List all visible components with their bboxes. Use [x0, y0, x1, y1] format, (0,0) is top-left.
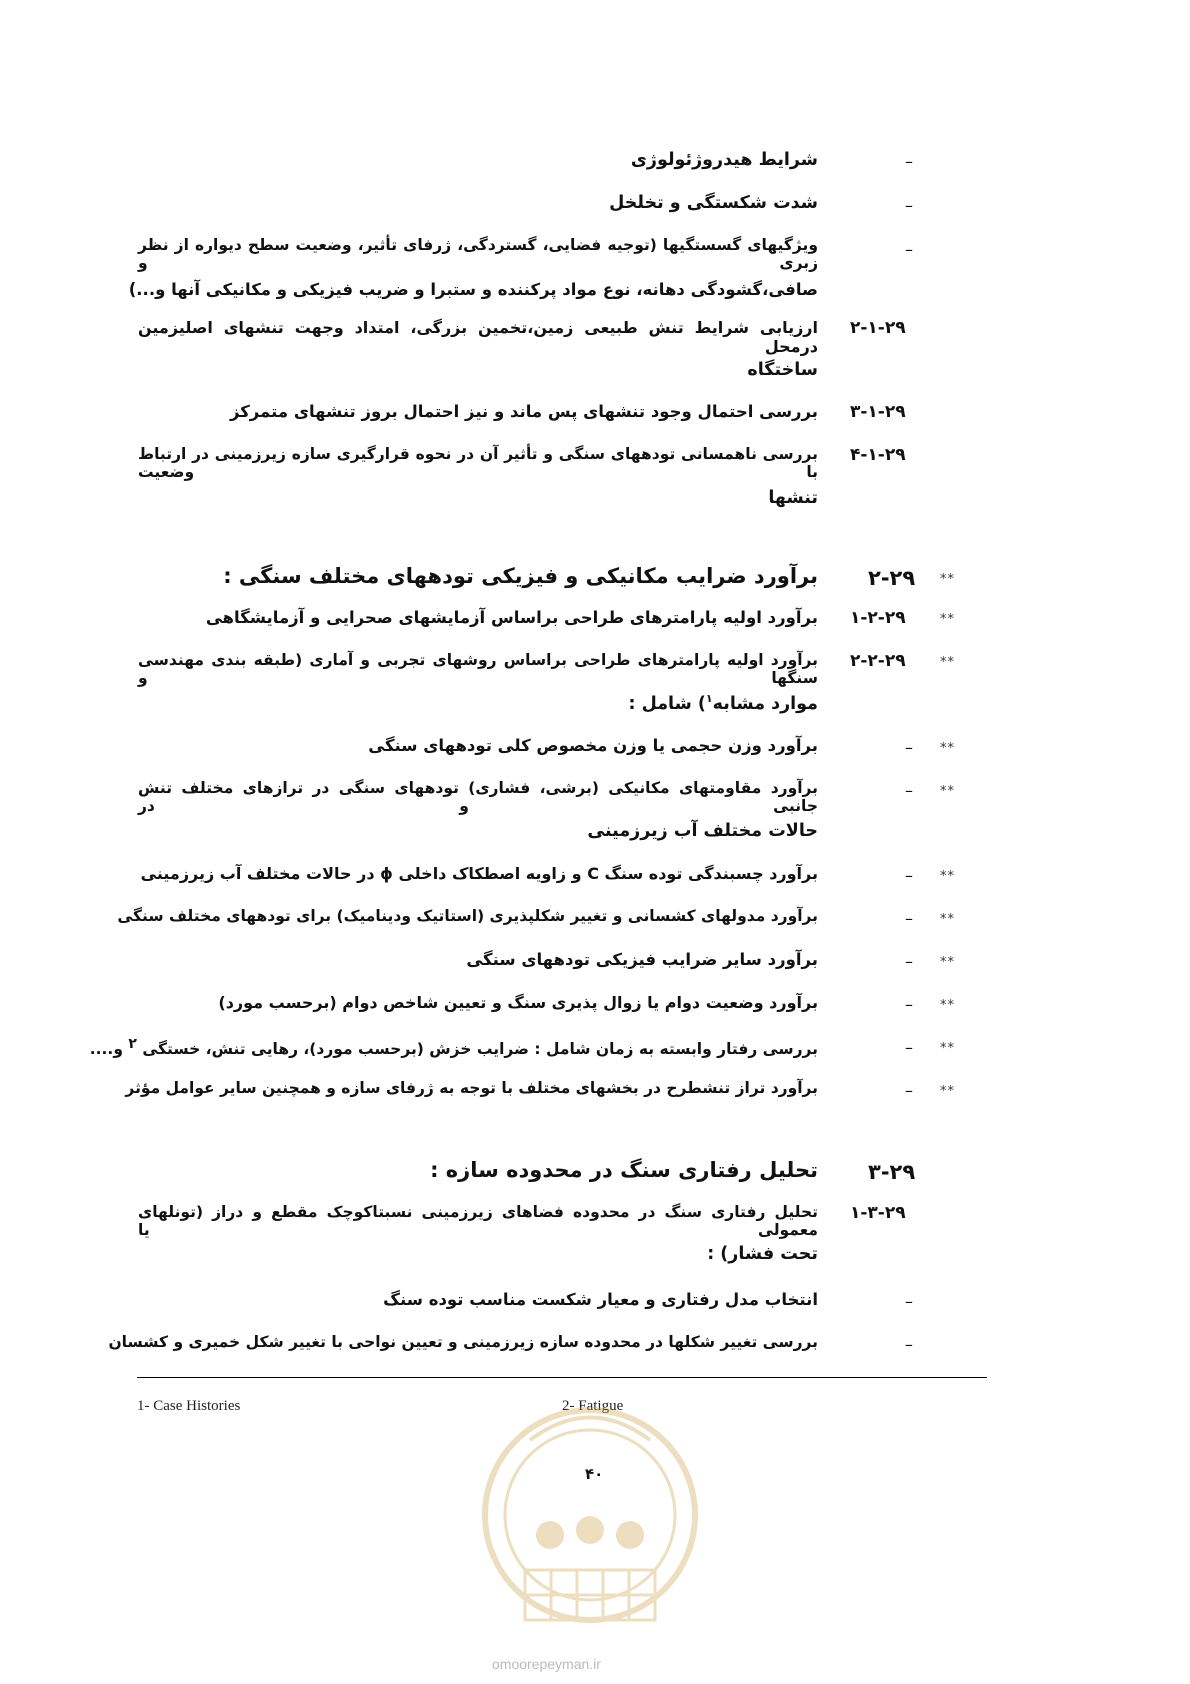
- bullet-dash: –: [905, 952, 913, 971]
- item-text-part: ) شامل :: [628, 693, 706, 714]
- bullet-dash: –: [905, 866, 913, 885]
- footnote-1: 1- Case Histories: [137, 1398, 241, 1414]
- bullet-text: برآورد تراز تنشطرح در بخشهای مختلف با توجه به ژرفای سازه و همچنین سایر عوامل مؤثر: [125, 1079, 818, 1097]
- starred-marker: **: [940, 612, 955, 627]
- bullet-dash: –: [905, 1335, 913, 1354]
- item-number: ۱-۲-۲۹: [850, 608, 906, 628]
- bullet-text-part: و....: [89, 1040, 123, 1059]
- item-text-continuation: ساختگاه: [747, 360, 818, 380]
- item-text-continuation: تنشها: [768, 488, 818, 508]
- seal-watermark-icon: [475, 1385, 705, 1645]
- bullet-dash: –: [905, 995, 913, 1014]
- bullet-text: برآورد سایر ضرایب فیزیکی تودههای سنگی: [466, 950, 818, 969]
- item-number: ۲-۱-۲۹: [850, 318, 906, 338]
- item-text-continuation: [629, 692, 819, 714]
- watermark-url: omoorepeyman.ir: [492, 1656, 601, 1672]
- item-number: ۳-۱-۲۹: [850, 402, 906, 422]
- page-number: ۴۰: [585, 1465, 604, 1483]
- bullet-text-part: بررسی رفتار وابسته به زمان شامل : ضرایب خزش (برحسب مورد)، رهایی تنش، خستگی: [142, 1040, 818, 1059]
- bullet-text: بررسی تغییر شکلها در محدوده سازه زیرزمینی و تعیین نواحی با تغییر شکل خمیری و کشسان: [108, 1333, 818, 1351]
- bullet-dash: –: [905, 1081, 913, 1100]
- item-text-continuation: تحت فشار) :: [707, 1244, 818, 1264]
- footnote-ref: ۲: [128, 1036, 137, 1052]
- starred-marker: **: [940, 955, 955, 970]
- section-title: تحلیل رفتاری سنگ در محدوده سازه :: [430, 1158, 818, 1182]
- item-text: تحلیل رفتاری سنگ در محدوده فضاهای زیرزمینی نسبتاکوچک مقطع و دراز (تونلهای معمولی یا: [138, 1203, 818, 1239]
- section-number: ۲-۲۹: [868, 566, 916, 590]
- bullet-dash: –: [905, 240, 913, 259]
- starred-marker: **: [940, 1084, 955, 1099]
- bullet-text: برآورد وضعیت دوام یا زوال پذیری سنگ و تعیین شاخص دوام (برحسب مورد): [218, 993, 818, 1012]
- item-text: برآورد اولیه پارامترهای طراحی براساس روشهای تجربی و آماری (طبقه بندی مهندسی سنگها و: [138, 651, 818, 687]
- starred-marker: **: [940, 998, 955, 1013]
- footnote-rule: [137, 1377, 987, 1378]
- starred-marker: **: [940, 655, 955, 670]
- bullet-text: شرایط هیدروژئولوژی: [630, 150, 818, 170]
- bullet-dash: –: [905, 781, 913, 800]
- footnote-ref: ۱: [705, 692, 713, 705]
- section-title: برآورد ضرایب مکانیکی و فیزیکی تودههای مختلف سنگی :: [223, 564, 818, 588]
- bullet-text: برآورد مدولهای کشسانی و تغییر شکلپذیری (استاتیک ودینامیک) برای تودههای مختلف سنگی: [117, 907, 818, 925]
- starred-marker: **: [940, 784, 955, 799]
- item-text-part: موارد مشابه: [712, 693, 818, 714]
- bullet-text: شدت شکستگی و تخلخل: [609, 193, 818, 213]
- item-number: ۲-۲-۲۹: [850, 651, 906, 671]
- item-number: ۴-۱-۲۹: [850, 445, 906, 465]
- section-number: ۳-۲۹: [868, 1160, 916, 1184]
- bullet-dash: –: [905, 1038, 913, 1057]
- starred-marker: **: [940, 741, 955, 756]
- starred-marker: **: [940, 1041, 955, 1056]
- bullet-dash: –: [905, 909, 913, 928]
- bullet-text: ویژگیهای گسستگیها (توجیه فضایی، گستردگی، ژرفای تأثیر، وضعیت سطح دیواره از نظر زبری و: [138, 236, 818, 272]
- bullet-dash: –: [905, 196, 913, 215]
- bullet-dash: –: [905, 738, 913, 757]
- item-text: برآورد اولیه پارامترهای طراحی براساس آزمایشهای صحرایی و آزمایشگاهی: [205, 608, 818, 627]
- item-text: بررسی احتمال وجود تنشهای پس ماند و نیز احتمال بروز تنشهای متمرکز: [229, 402, 818, 421]
- bullet-text: برآورد چسبندگی توده سنگ C و زاویه اصطکاک داخلی ϕ در حالات مختلف آب زیرزمینی: [140, 864, 818, 883]
- bullet-text: [90, 1036, 818, 1058]
- item-number: ۱-۳-۲۹: [850, 1203, 906, 1223]
- item-text: ارزیابی شرایط تنش طبیعی زمین،تخمین بزرگی، امتداد وجهت تنشهای اصلیزمین درمحل: [138, 318, 818, 356]
- bullet-dash: –: [905, 1292, 913, 1311]
- starred-marker: **: [940, 869, 955, 884]
- bullet-dash: –: [905, 152, 913, 171]
- footnote-2: 2- Fatigue: [562, 1398, 624, 1414]
- starred-marker: **: [940, 912, 955, 927]
- bullet-text: برآورد مقاومتهای مکانیکی (برشی، فشاری) تودههای سنگی در ترازهای مختلف تنش جانبی و در: [138, 779, 818, 815]
- bullet-text: انتخاب مدل رفتاری و معیار شکست مناسب توده سنگ: [383, 1290, 818, 1309]
- bullet-text-continuation: حالات مختلف آب زیرزمینی: [587, 821, 818, 841]
- starred-marker: **: [940, 572, 955, 587]
- bullet-text-continuation: صافی،گشودگی دهانه، نوع مواد پرکننده و ستبرا و ضریب فیزیکی و مکانیکی آنها و...): [128, 280, 818, 299]
- item-text: بررسی ناهمسانی تودههای سنگی و تأثیر آن در نحوه قرارگیری سازه زیرزمینی در ارتباط با وضعیت: [138, 445, 818, 481]
- bullet-text: برآورد وزن حجمی یا وزن مخصوص کلی تودههای سنگی: [368, 736, 818, 755]
